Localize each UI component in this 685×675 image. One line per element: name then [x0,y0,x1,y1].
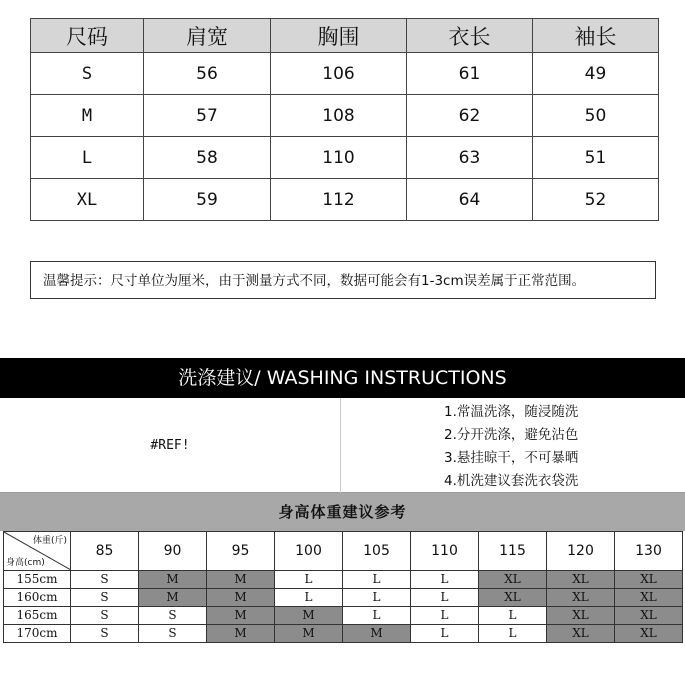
recommended-size-cell: L [343,607,411,625]
recommended-size-cell: L [411,607,479,625]
recommended-size-cell: L [343,571,411,589]
height-label-cell: 170cm [4,625,71,643]
size-cell: S [31,53,144,95]
recommended-size-cell: XL [615,607,683,625]
size-cell: 62 [407,95,533,137]
recommended-size-cell: XL [547,607,615,625]
recommended-size-cell: S [139,625,207,643]
recommended-size-cell: M [139,571,207,589]
size-chart-header-row [31,19,659,53]
weight-header-cell: 85 [71,532,139,571]
recommended-size-cell: M [343,625,411,643]
recommended-size-cell: XL [479,589,547,607]
weight-header-cell: 95 [207,532,275,571]
recommended-size-cell: XL [479,571,547,589]
recommended-size-cell: M [207,607,275,625]
recommended-size-cell: L [275,571,343,589]
height-weight-row [4,625,683,643]
size-cell: 50 [533,95,659,137]
size-cell: M [31,95,144,137]
corner-cell [4,532,71,571]
recommended-size-cell: S [139,607,207,625]
size-chart-row [31,53,659,95]
washing-step: 4.机洗建议套洗衣袋洗 [444,473,579,489]
recommended-size-cell: S [71,625,139,643]
size-cell: 52 [533,179,659,221]
recommended-size-cell: XL [547,571,615,589]
weight-header-cell: 90 [139,532,207,571]
size-cell: 64 [407,179,533,221]
recommended-size-cell: L [343,589,411,607]
washing-instructions-panel [0,398,685,493]
height-weight-table [3,531,683,643]
height-weight-row [4,589,683,607]
recommended-size-cell: XL [615,625,683,643]
weight-header-cell: 120 [547,532,615,571]
size-cell: 58 [144,137,271,179]
size-cell: XL [31,179,144,221]
size-cell: 57 [144,95,271,137]
size-header-cell: 衣长 [407,19,533,53]
recommended-size-cell: S [71,607,139,625]
size-cell: 108 [271,95,407,137]
height-label-cell: 165cm [4,607,71,625]
height-axis-label: 身高(cm) [6,558,45,568]
size-cell: 112 [271,179,407,221]
weight-header-cell: 105 [343,532,411,571]
weight-axis-label: 体重(斤) [32,536,67,546]
size-cell: 61 [407,53,533,95]
size-header-cell: 胸围 [271,19,407,53]
recommended-size-cell: M [275,625,343,643]
recommended-size-cell: S [71,571,139,589]
washing-step: 2.分开洗涤，避免沾色 [444,427,579,443]
recommended-size-cell: XL [615,589,683,607]
recommended-size-cell: M [207,571,275,589]
recommended-size-cell: L [479,625,547,643]
recommended-size-cell: XL [547,589,615,607]
recommended-size-cell: XL [615,571,683,589]
height-weight-reference-title: 身高体重建议参考 [0,493,685,531]
measurement-note: 温馨提示：尺寸单位为厘米，由于测量方式不同，数据可能会有1-3cm误差属于正常范围。 [30,261,656,299]
size-cell: 110 [271,137,407,179]
recommended-size-cell: M [207,589,275,607]
size-chart-row [31,179,659,221]
recommended-size-cell: S [71,589,139,607]
size-cell: 63 [407,137,533,179]
size-chart-row [31,137,659,179]
recommended-size-cell: L [411,589,479,607]
height-label-cell: 155cm [4,571,71,589]
size-cell: 106 [271,53,407,95]
size-cell: 51 [533,137,659,179]
weight-header-cell: 110 [411,532,479,571]
washing-instructions-title: 洗涤建议/ WASHING INSTRUCTIONS [0,358,685,398]
recommended-size-cell: L [411,625,479,643]
washing-steps-list [444,401,674,493]
size-header-cell: 肩宽 [144,19,271,53]
recommended-size-cell: L [275,589,343,607]
recommended-size-cell: M [139,589,207,607]
size-cell: L [31,137,144,179]
size-cell: 56 [144,53,271,95]
height-weight-row [4,607,683,625]
size-cell: 49 [533,53,659,95]
recommended-size-cell: XL [547,625,615,643]
size-chart-row [31,95,659,137]
weight-header-cell: 130 [615,532,683,571]
height-weight-header-row [4,532,683,571]
height-label-cell: 160cm [4,589,71,607]
weight-header-cell: 100 [275,532,343,571]
washing-left-cell: #REF! [0,398,341,493]
weight-header-cell: 115 [479,532,547,571]
recommended-size-cell: M [207,625,275,643]
recommended-size-cell: M [275,607,343,625]
size-cell: 59 [144,179,271,221]
size-header-cell: 袖长 [533,19,659,53]
size-header-cell: 尺码 [31,19,144,53]
recommended-size-cell: L [479,607,547,625]
washing-step: 1.常温洗涤，随浸随洗 [444,404,579,420]
size-chart-table [30,18,659,221]
recommended-size-cell: L [411,571,479,589]
height-weight-row [4,571,683,589]
washing-step: 3.悬挂晾干，不可暴晒 [444,450,579,466]
